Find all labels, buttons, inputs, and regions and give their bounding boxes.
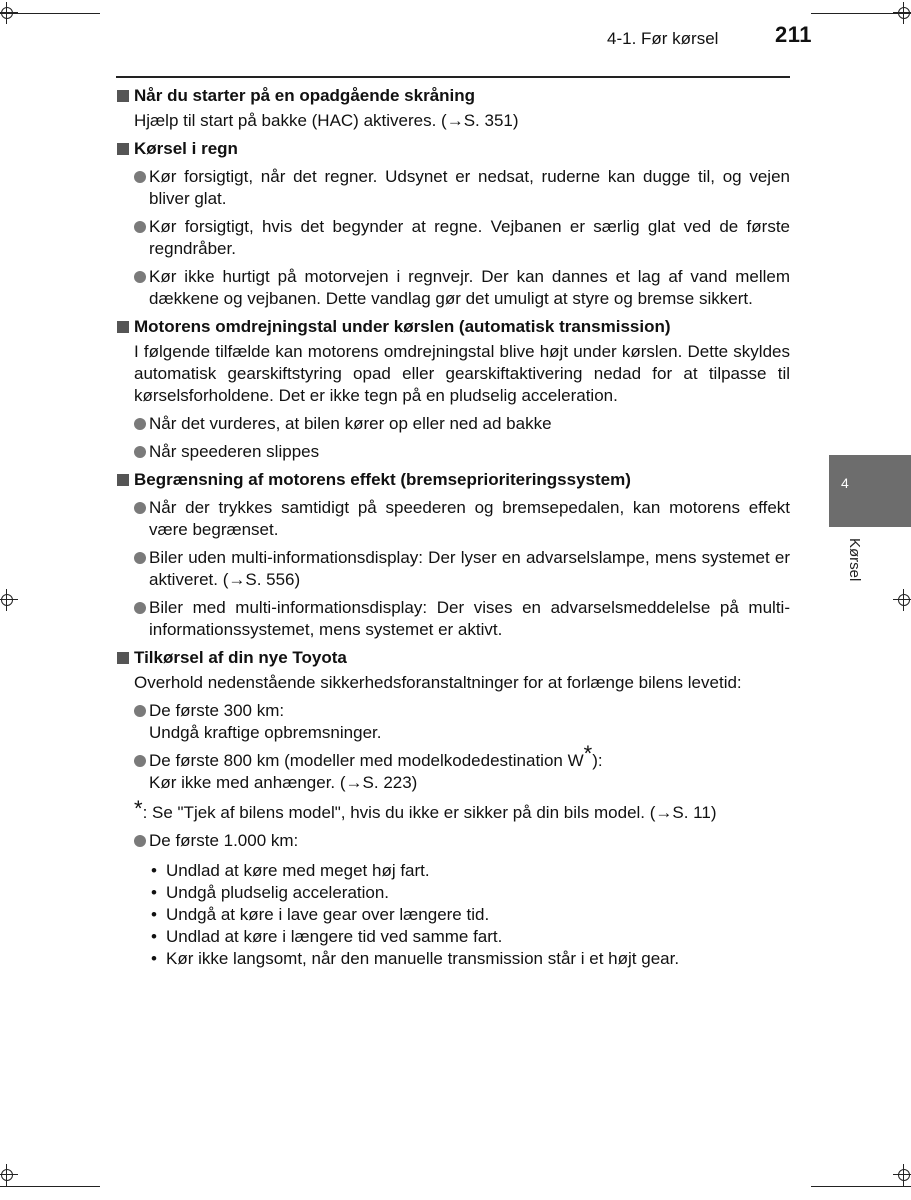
registration-mark [0,2,18,24]
section-heading: Motorens omdrejningstal under kørslen (automatisk transmission) [117,316,790,338]
registration-mark [893,2,911,24]
crop-line [811,1186,911,1187]
circle-bullet-icon [134,171,146,183]
crop-line [0,1186,100,1187]
circle-bullet-icon [134,446,146,458]
section-heading: Kørsel i regn [117,138,790,160]
list-item: Kør forsigtigt, når det regner. Udsynet er nedsat, ruderne kan dugge til, og vejen bliver glat. [134,166,790,210]
list-item: Kør ikke hurtigt på motorvejen i regnvejr. Der kan dannes et lag af vand mellem dækkene og vejbanen. Dette vandlag gør det umuligt at styre og bremse sikkert. [134,266,790,310]
registration-mark [893,1164,911,1186]
sub-list-item: • Undgå pludselig acceleration. [151,883,390,902]
page-content [117,85,790,970]
square-bullet-icon [117,321,129,333]
list-item: De første 300 km: Undgå kraftige opbremsninger. [134,700,790,744]
circle-bullet-icon [134,602,146,614]
registration-mark [0,1164,18,1186]
list-item: De første 1.000 km: [134,830,790,852]
section-heading: Når du starter på en opadgående skråning [117,85,790,107]
sub-list-item: • Undgå at køre i lave gear over længere tid. [151,905,490,924]
section-heading: Begrænsning af motorens effekt (bremseprioriteringssystem) [117,469,790,491]
sub-list [117,860,790,970]
circle-bullet-icon [134,502,146,514]
square-bullet-icon [117,143,129,155]
square-bullet-icon [117,652,129,664]
circle-bullet-icon [134,271,146,283]
square-bullet-icon [117,474,129,486]
circle-bullet-icon [134,705,146,717]
list-item: Når speederen slippes [134,441,790,463]
list-item: Biler med multi-informationsdisplay: Der vises en advarselsmeddelelse på multi-informationssystemet, mens systemet er aktivt. [134,597,790,641]
circle-bullet-icon [134,552,146,564]
circle-bullet-icon [134,755,146,767]
section-title: 4-1. Før kørsel [607,29,719,48]
chapter-label: Kørsel [846,538,863,582]
circle-bullet-icon [134,835,146,847]
paragraph: Overhold nedenstående sikkerhedsforanstaltninger for at forlænge bilens levetid: [134,673,742,692]
sub-list-item: • Undlad at køre i længere tid ved samme fart. [151,927,503,946]
header-divider [116,76,790,78]
paragraph: Hjælp til start på bakke (HAC) aktiveres. (→S. 351) [134,111,519,130]
circle-bullet-icon [134,418,146,430]
square-bullet-icon [117,90,129,102]
footnote-star: * [134,796,143,821]
list-item: De første 800 km (modeller med modelkodedestination W*): Kør ikke med anhænger. (→S. 223) [134,750,790,794]
footnote: * : Se "Tjek af bilens model", hvis du ikke er sikker på din bils model. (→S. 11) [134,796,717,822]
list-item: Når der trykkes samtidigt på speederen og bremsepedalen, kan motorens effekt være begrænset. [134,497,790,541]
section-heading: Tilkørsel af din nye Toyota [117,647,790,669]
page-number: 211 [775,22,812,47]
footnote-marker: * [583,741,593,767]
sub-list-item: • Kør ikke langsomt, når den manuelle transmission står i et højt gear. [151,949,680,968]
list-item: Når det vurderes, at bilen kører op eller ned ad bakke [134,413,790,435]
paragraph: I følgende tilfælde kan motorens omdrejningstal blive højt under kørslen. Dette skyldes automatisk gearskiftstyring opad eller gearskiftaktivering nedad for at tilpasse til kørselsforholdene. Det er ikke tegn på en pludselig acceleration. [134,342,790,405]
registration-mark [893,589,911,611]
circle-bullet-icon [134,221,146,233]
chapter-number: 4 [841,475,849,491]
list-item: Biler uden multi-informationsdisplay: Der lyser en advarselslampe, mens systemet er aktiveret. (→S. 556) [134,547,790,591]
list-item: Kør forsigtigt, hvis det begynder at regne. Vejbanen er særlig glat ved de første regndråber. [134,216,790,260]
registration-mark [0,589,18,611]
sub-list-item: • Undlad at køre med meget høj fart. [151,861,430,880]
chapter-tab [829,455,911,527]
